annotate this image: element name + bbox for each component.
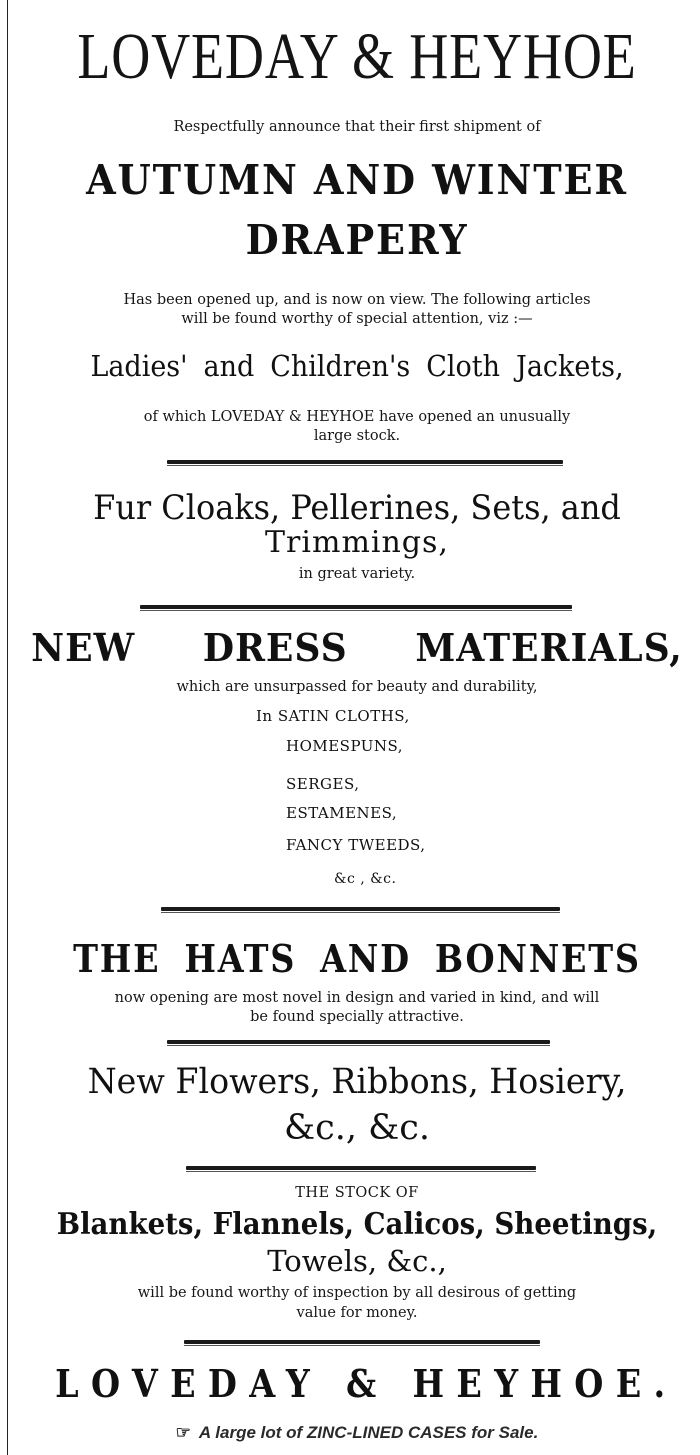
furs-desc: in great variety. [298,566,416,582]
furs-title-line-2: Trimmings, [265,525,449,560]
stock-title-line-1: Blankets, Flannels, Calicos, Sheetings, [56,1207,658,1242]
hats-desc-line-2: be found specially attractive. [250,1009,464,1025]
dress-item: In SATIN CLOTHS, [256,707,410,725]
intro-text: Respectfully announce that their first shipment of [173,119,541,135]
dress-item: &c , &c. [334,871,397,887]
dress-title-word-materials: MATERIALS, [415,625,683,670]
stock-desc-line-2: value for money. [296,1305,418,1321]
divider-rule [161,907,560,911]
dress-title [31,625,683,670]
footer-title: LOVEDAY & HEYHOE. [55,1361,678,1406]
divider-rule [167,460,563,464]
jackets-desc-line-2: large stock. [313,428,401,444]
dress-item: SERGES, [286,775,360,793]
headline-line-1: AUTUMN AND WINTER [86,156,628,204]
masthead-title: LOVEDAY & HEYHOE [77,20,637,93]
jackets-title: Ladies' and Children's Cloth Jackets, [90,349,624,383]
dress-item: HOMESPUNS, [286,737,404,755]
flowers-title-line-2: &c., &c. [283,1108,430,1148]
divider-rule [140,605,572,609]
newspaper-advertisement [14,0,700,1455]
dress-item: FANCY TWEEDS, [286,836,426,854]
column-left-rule [7,0,8,1455]
headline-line-2: DRAPERY [245,216,469,264]
dress-title-word-dress: DRESS [202,625,348,670]
dress-item: ESTAMENES, [286,804,398,822]
pointing-hand-icon: ☞ [175,1423,191,1442]
hats-desc-line-1: now opening are most novel in design and varied in kind, and will [114,990,600,1006]
flowers-title-line-1: New Flowers, Ribbons, Hosiery, [87,1062,627,1102]
stock-desc-line-1: will be found worthy of inspection by all desirous of getting [137,1285,577,1301]
hats-title: THE HATS AND BONNETS [73,936,641,981]
furs-title-line-1: Fur Cloaks, Pellerines, Sets, and [93,488,621,528]
divider-rule [167,1040,550,1044]
divider-rule [184,1340,540,1344]
stock-label: THE STOCK OF [295,1185,419,1201]
opened-text-line-2: will be found worthy of special attention, viz :— [181,311,533,327]
zinc-cases-notice [14,1424,700,1441]
jackets-desc-line-1: of which LOVEDAY & HEYHOE have opened an unusually [143,409,571,425]
stock-title-line-2: Towels, &c., [267,1244,447,1278]
dress-desc: which are unsurpassed for beauty and durability, [176,679,538,695]
opened-text-line-1: Has been opened up, and is now on view. The following articles [123,292,591,308]
divider-rule [186,1166,536,1170]
dress-title-word-new: NEW [31,625,136,670]
notice-text: A large lot of ZINC-LINED CASES for Sale. [198,1423,539,1442]
